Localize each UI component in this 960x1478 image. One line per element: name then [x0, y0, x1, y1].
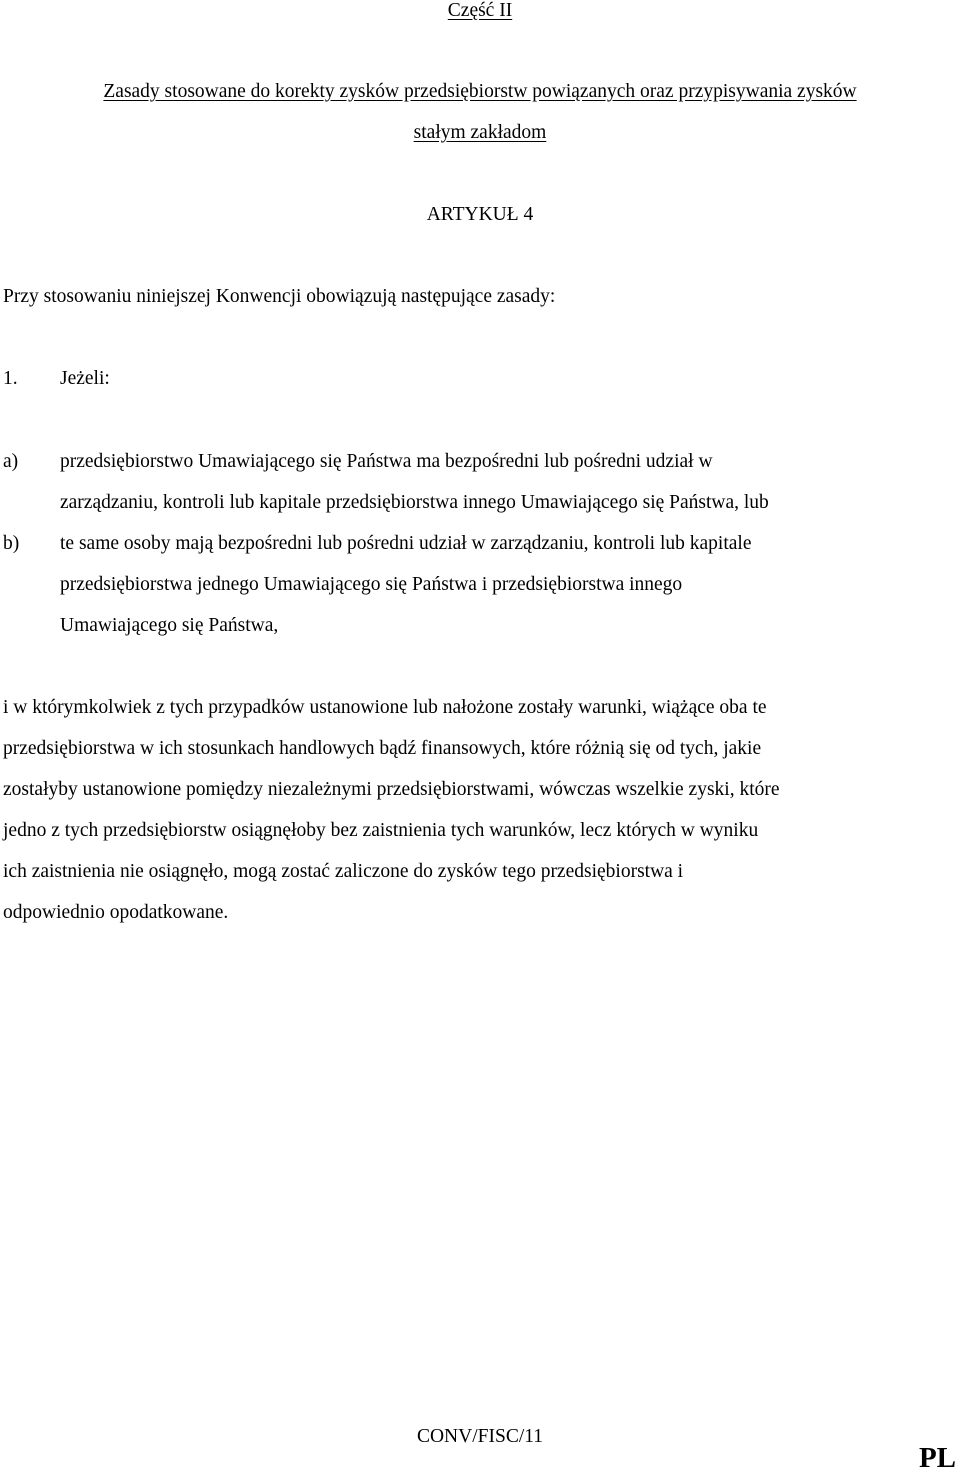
heading-line-2: stałym zakładom — [413, 122, 547, 143]
article-heading: ARTYKUŁ 4 — [426, 204, 534, 225]
item-b-label: b) — [3, 533, 20, 554]
item-b-line-1: te same osoby mają bezpośredni lub pośredni udział w zarządzaniu, kontroli lub kapitale — [60, 533, 752, 554]
item-b-line-2: przedsiębiorstwa jednego Umawiającego się Państwa i przedsiębiorstwa innego — [60, 574, 683, 595]
heading-line-1: Zasady stosowane do korekty zysków przedsiębiorstw powiązanych oraz przypisywania zysków — [103, 81, 857, 102]
point-1-text: Jeżeli: — [60, 368, 110, 389]
conclusion-line: odpowiednio opodatkowane. — [3, 902, 229, 923]
conclusion-line: jedno z tych przedsiębiorstw osiągnęłoby bez zaistnienia tych warunków, lecz których w wyniku — [3, 820, 759, 841]
point-1-number: 1. — [3, 368, 18, 389]
document-code: CONV/FISC/11 — [416, 1426, 544, 1447]
intro-paragraph: Przy stosowaniu niniejszej Konwencji obowiązują następujące zasady: — [3, 286, 556, 307]
item-a-label: a) — [3, 451, 19, 472]
part-title: Część II — [447, 0, 513, 21]
item-a-line-2: zarządzaniu, kontroli lub kapitale przedsiębiorstwa innego Umawiającego się Państwa, lub — [60, 492, 769, 513]
conclusion-line: ich zaistnienia nie osiągnęło, mogą zostać zaliczone do zysków tego przedsiębiorstwa i — [3, 861, 684, 882]
conclusion-line: przedsiębiorstwa w ich stosunkach handlowych bądź finansowych, które różnią się od tych, jakie — [3, 738, 762, 759]
conclusion-line: zostałyby ustanowione pomiędzy niezależnymi przedsiębiorstwami, wówczas wszelkie zyski, które — [3, 779, 780, 800]
item-a-line-1: przedsiębiorstwo Umawiającego się Państwa ma bezpośredni lub pośredni udział w — [60, 451, 713, 472]
conclusion-line: i w którymkolwiek z tych przypadków ustanowione lub nałożone zostały warunki, wiążące oba te — [3, 697, 767, 718]
item-b-line-3: Umawiającego się Państwa, — [60, 615, 279, 636]
language-code: PL — [918, 1442, 956, 1474]
